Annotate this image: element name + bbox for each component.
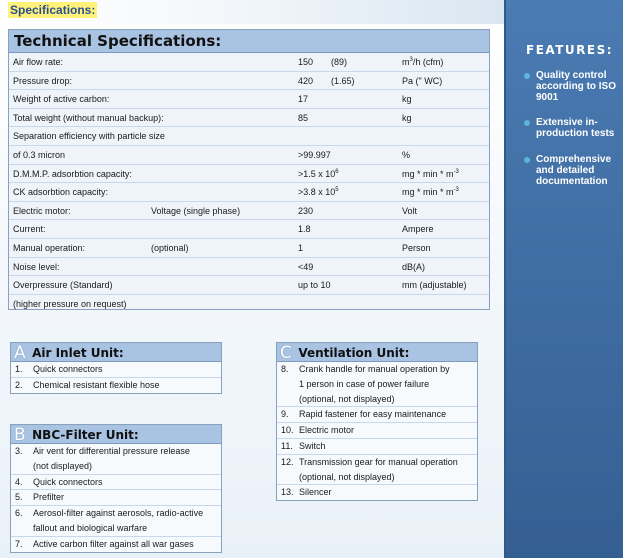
spec-label: CK adsorbtion capacity:: [13, 187, 109, 198]
spec-sublabel: Voltage (single phase): [151, 205, 241, 216]
item-number: 7.: [15, 538, 23, 549]
item-number: 9.: [281, 409, 289, 420]
spec-label: Separation efficiency with particle size: [13, 131, 165, 142]
spec-row: [9, 53, 489, 72]
item-text-line: fallout and biological warfare: [33, 522, 148, 533]
spec-row: [9, 109, 489, 128]
features-title: FEATURES:: [526, 43, 614, 57]
spec-row: [9, 72, 489, 91]
spec-label: Noise level:: [13, 261, 60, 272]
unit-letter: B: [14, 425, 26, 445]
unit-list-item: [11, 537, 221, 552]
spec-unit-text: Volt: [402, 205, 418, 216]
feature-item: [524, 70, 620, 103]
bullet-dot-icon: [524, 73, 530, 79]
spec-row: [9, 239, 489, 258]
feature-text: Comprehensive and detailed documentation: [536, 154, 612, 187]
item-text-line: (not displayed): [33, 460, 93, 471]
spec-value: [298, 109, 308, 127]
item-text-line: Active carbon filter against all war gases: [33, 538, 194, 549]
nbc-filter-unit-box: [10, 424, 222, 553]
spec-unit-text: Person: [402, 242, 431, 253]
unit-list-item: [11, 490, 221, 506]
spec-value: [298, 183, 339, 201]
spec-value: [298, 53, 313, 71]
item-text-line: Silencer: [299, 487, 332, 498]
spec-unit: [402, 220, 434, 238]
item-text-line: Quick connectors: [33, 364, 103, 374]
item-number: 12.: [281, 456, 294, 467]
unit-letter: A: [14, 343, 26, 363]
unit-list-item: [11, 506, 221, 537]
air-inlet-unit-box: [10, 342, 222, 394]
spec-value-text: 85: [298, 112, 309, 123]
spec-unit-suffix: /h (cfm): [412, 57, 444, 67]
ventilation-unit-box: [276, 342, 478, 501]
nbc-filter-unit-header: [11, 425, 221, 444]
unit-list-item: [277, 439, 477, 455]
item-text-line: Switch: [299, 440, 326, 451]
spec-label: Air flow rate:: [13, 57, 64, 67]
spec-label: Pressure drop:: [13, 75, 73, 86]
nbc-filter-unit-title: NBC-Filter Unit:: [32, 428, 139, 442]
item-number: 4.: [15, 476, 23, 487]
item-text-line: Electric motor: [299, 425, 355, 436]
item-text-line: Aerosol-filter against aerosols, radio-active: [33, 508, 204, 519]
feature-text: Extensive in-production tests: [536, 117, 615, 139]
spec-row: [9, 183, 489, 202]
item-text-line: Prefilter: [33, 492, 65, 503]
unit-list-item: [11, 444, 221, 475]
spec-sublabel: (optional): [151, 242, 189, 253]
spec-unit-exponent: -3: [453, 187, 459, 194]
air-inlet-unit-title: Air Inlet Unit:: [32, 346, 124, 360]
spec-unit: [402, 258, 425, 276]
spec-value: [298, 202, 313, 220]
item-text-line: Quick connectors: [33, 476, 103, 487]
item-number: 1.: [15, 364, 23, 374]
spec-row: [9, 220, 489, 239]
unit-letter: C: [280, 343, 292, 363]
spec-row: [9, 146, 489, 165]
item-number: 10.: [281, 425, 294, 436]
spec-value-text: >1.5 x 10: [298, 168, 336, 179]
spec-unit-text: mg * min * m: [402, 187, 454, 198]
item-text-line: (optional, not displayed): [299, 393, 395, 404]
spec-label: Current:: [13, 224, 46, 235]
spec-row: [9, 276, 489, 295]
spec-unit: [402, 90, 412, 108]
spec-value-text: 150: [298, 57, 314, 67]
spec-row: [9, 295, 489, 314]
spec-unit: [402, 165, 459, 183]
spec-unit: [402, 53, 443, 71]
spec-value-text: 17: [298, 94, 309, 105]
ventilation-unit-header: [277, 343, 477, 362]
item-text-line: Air vent for differential pressure release: [33, 446, 190, 456]
spec-unit-exponent: -3: [453, 168, 459, 175]
unit-list-item: [277, 485, 477, 500]
unit-list-item: [277, 455, 477, 486]
spec-unit: [402, 239, 431, 257]
item-text-line: (optional, not displayed): [299, 471, 395, 482]
spec-unit-text: Pa (" WC): [402, 75, 443, 86]
spec-value-text: 1: [298, 242, 304, 253]
spec-unit-exponent: 3: [409, 57, 413, 63]
spec-value: [298, 72, 313, 90]
spec-value-text: <49: [298, 261, 314, 272]
item-number: 13.: [281, 487, 294, 498]
spec-row: [9, 90, 489, 109]
spec-unit: [402, 183, 459, 201]
spec-unit: [402, 276, 467, 294]
spec-unit-text: kg: [402, 112, 412, 123]
spec-label: Manual operation:: [13, 242, 86, 253]
spec-label: Weight of active carbon:: [13, 94, 110, 105]
unit-list-item: [11, 362, 221, 378]
spec-value-secondary: (89): [331, 57, 348, 67]
item-text-line: Chemical resistant flexible hose: [33, 379, 160, 390]
spec-row: [9, 202, 489, 221]
spec-label: Total weight (without manual backup):: [13, 112, 164, 123]
nbc-filter-unit-items: [11, 444, 221, 552]
item-number: 3.: [15, 446, 23, 456]
unit-list-item: [11, 475, 221, 491]
spec-unit: [402, 109, 412, 127]
spec-label: (higher pressure on request): [13, 298, 127, 309]
bullet-dot-icon: [524, 157, 530, 163]
item-number: 8.: [281, 364, 289, 374]
unit-list-item: [277, 362, 477, 407]
spec-label: D.M.M.P. adsorbtion capacity:: [13, 168, 132, 179]
page-heading: Specifications:: [10, 3, 96, 17]
spec-value: [298, 220, 311, 238]
spec-label: Electric motor:: [13, 205, 71, 216]
spec-unit-text: Ampere: [402, 224, 434, 235]
spec-unit-text: mm (adjustable): [402, 280, 467, 291]
spec-value: [298, 276, 331, 294]
spec-label: Overpressure (Standard): [13, 280, 113, 291]
spec-value-text: >3.8 x 10: [298, 187, 336, 198]
spec-value-text: >99.997: [298, 149, 331, 160]
spec-value-exponent: 5: [335, 187, 339, 194]
features-sidebar: [504, 0, 623, 558]
feature-item: [524, 117, 620, 139]
spec-value-text: 230: [298, 205, 314, 216]
item-number: 2.: [15, 379, 23, 390]
spec-row: [9, 258, 489, 277]
item-number: 5.: [15, 492, 23, 503]
ventilation-unit-title: Ventilation Unit:: [298, 346, 410, 360]
spec-row: [9, 127, 489, 146]
spec-label: of 0.3 micron: [13, 149, 66, 160]
spec-row: [9, 165, 489, 184]
feature-text: Quality control according to ISO 9001: [536, 70, 617, 103]
ventilation-unit-items: [277, 362, 477, 500]
spec-value: [298, 90, 308, 108]
spec-value-text: up to 10: [298, 280, 331, 291]
spec-unit-text: %: [402, 149, 411, 160]
air-inlet-unit-items: [11, 362, 221, 393]
technical-specifications-rows: [9, 53, 489, 313]
spec-unit: [402, 146, 410, 164]
feature-item: [524, 154, 620, 187]
spec-value: [298, 258, 313, 276]
spec-value-text: 1.8: [298, 224, 311, 235]
unit-list-item: [277, 423, 477, 439]
technical-specifications-table: [8, 29, 490, 310]
spec-value: [298, 146, 331, 164]
spec-value-secondary: (1.65): [331, 75, 355, 86]
item-text-line: Rapid fastener for easy maintenance: [299, 409, 447, 420]
item-number: 6.: [15, 508, 23, 519]
spec-value: [298, 165, 339, 183]
item-text-line: 1 person in case of power failure: [299, 378, 430, 389]
spec-value-text: 420: [298, 75, 314, 86]
technical-specifications-title: Technical Specifications:: [9, 30, 489, 53]
spec-unit-text: dB(A): [402, 261, 426, 272]
item-text-line: Crank handle for manual operation by: [299, 364, 450, 374]
spec-value-exponent: 6: [335, 168, 339, 175]
item-text-line: Transmission gear for manual operation: [299, 456, 458, 467]
spec-unit-text: m: [402, 57, 410, 67]
unit-list-item: [277, 407, 477, 423]
spec-unit: [402, 202, 417, 220]
air-inlet-unit-header: [11, 343, 221, 362]
spec-unit-text: kg: [402, 94, 412, 105]
spec-unit-text: mg * min * m: [402, 168, 454, 179]
spec-unit: [402, 72, 442, 90]
bullet-dot-icon: [524, 120, 530, 126]
spec-value: [298, 239, 303, 257]
unit-list-item: [11, 378, 221, 393]
item-number: 11.: [281, 440, 293, 451]
